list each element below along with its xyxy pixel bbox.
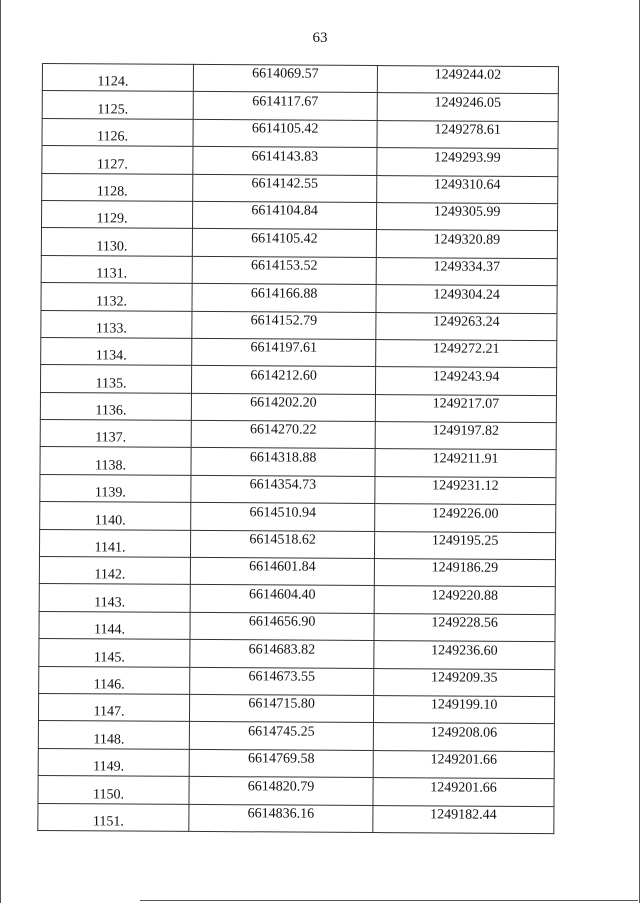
point-number-cell — [39, 639, 190, 667]
point-number-text: 1129. — [96, 211, 128, 227]
point-number-text: 1137. — [95, 430, 127, 446]
y-coordinate-cell — [374, 641, 555, 669]
x-coordinate-cell — [190, 640, 374, 669]
x-coordinate-cell — [191, 393, 375, 422]
point-number-cell — [42, 173, 193, 201]
x-coordinate-text: 6614318.88 — [249, 450, 317, 466]
page-number: 63 — [312, 30, 328, 46]
point-number-cell — [41, 228, 192, 256]
point-number-text: 1142. — [94, 567, 126, 583]
x-coordinate-text: 6614104.84 — [251, 203, 318, 220]
y-coordinate-cell — [377, 120, 558, 148]
x-coordinate-cell — [190, 557, 374, 586]
y-coordinate-cell — [375, 367, 556, 395]
y-coordinate-text: 1249278.61 — [434, 122, 501, 138]
y-coordinate-cell — [374, 613, 555, 641]
point-number-text: 1143. — [94, 595, 126, 611]
table-row — [38, 721, 554, 752]
y-coordinate-cell — [376, 203, 557, 231]
x-coordinate-cell — [193, 64, 377, 93]
point-number-text: 1136. — [95, 403, 127, 419]
y-coordinate-cell — [374, 586, 555, 614]
y-coordinate-text: 1249246.05 — [434, 95, 502, 111]
y-coordinate-text: 1249197.82 — [432, 423, 500, 440]
y-coordinate-cell — [373, 723, 554, 751]
table-row — [38, 776, 554, 807]
point-number-text: 1140. — [94, 512, 126, 529]
x-coordinate-text: 6614270.22 — [249, 422, 317, 439]
table-row — [39, 639, 555, 670]
x-coordinate-cell — [191, 448, 375, 477]
x-coordinate-cell — [191, 366, 375, 395]
point-number-cell — [41, 283, 192, 311]
y-coordinate-text: 1249220.88 — [431, 588, 499, 604]
x-coordinate-text: 6614656.90 — [248, 614, 316, 630]
x-coordinate-cell — [190, 585, 374, 614]
bottom-rule — [140, 900, 638, 901]
point-number-cell — [42, 118, 193, 146]
x-coordinate-cell — [193, 119, 377, 148]
x-coordinate-text: 6614836.16 — [247, 806, 315, 822]
x-coordinate-cell — [192, 311, 376, 340]
x-coordinate-text: 6614117.67 — [252, 94, 319, 110]
table-row — [41, 283, 557, 314]
table-row — [42, 91, 558, 122]
x-coordinate-text: 6614069.57 — [252, 66, 319, 83]
x-coordinate-text: 6614683.82 — [248, 641, 316, 658]
table-row — [40, 420, 556, 451]
point-number-text: 1148. — [93, 732, 125, 748]
point-number-cell — [42, 146, 193, 174]
x-coordinate-text: 6614745.25 — [248, 724, 315, 740]
table-row — [42, 146, 558, 177]
point-number-cell — [39, 557, 190, 585]
y-coordinate-cell — [374, 531, 555, 559]
x-coordinate-text: 6614354.73 — [249, 477, 317, 493]
x-coordinate-cell — [189, 749, 373, 778]
y-coordinate-text: 1249304.24 — [433, 286, 500, 303]
y-coordinate-text: 1249236.60 — [431, 642, 498, 659]
x-coordinate-text: 6614166.88 — [250, 285, 318, 302]
point-number-cell — [42, 64, 193, 92]
table-row — [41, 337, 557, 368]
table-row — [40, 447, 556, 478]
point-number-cell — [39, 666, 190, 694]
y-coordinate-text: 1249182.44 — [430, 807, 497, 823]
y-coordinate-cell — [377, 66, 558, 94]
y-coordinate-text: 1249201.66 — [430, 779, 497, 796]
x-coordinate-cell — [189, 694, 373, 723]
x-coordinate-text: 6614202.20 — [250, 395, 317, 411]
table-row — [41, 200, 557, 231]
point-number-cell — [38, 693, 189, 721]
x-coordinate-text: 6614715.80 — [248, 696, 315, 713]
table-row — [40, 502, 556, 533]
y-coordinate-text: 1249310.64 — [433, 177, 501, 193]
y-coordinate-cell — [376, 230, 557, 258]
point-number-text: 1135. — [95, 376, 127, 392]
y-coordinate-cell — [374, 559, 555, 587]
x-coordinate-text: 6614820.79 — [247, 778, 315, 795]
table-row — [39, 584, 555, 615]
x-coordinate-cell — [190, 667, 374, 696]
point-number-cell — [40, 365, 191, 393]
table-row — [40, 392, 556, 423]
table-row — [39, 529, 555, 560]
point-number-text: 1130. — [96, 239, 128, 255]
y-coordinate-text: 1249293.99 — [434, 149, 501, 166]
y-coordinate-cell — [377, 175, 558, 203]
x-coordinate-text: 6614518.62 — [249, 532, 316, 548]
y-coordinate-text: 1249226.00 — [431, 506, 499, 522]
y-coordinate-cell — [373, 750, 554, 778]
point-number-cell — [41, 337, 192, 365]
x-coordinate-text: 6614212.60 — [250, 367, 317, 384]
coordinates-table — [37, 63, 559, 834]
table-row — [38, 748, 554, 779]
y-coordinate-cell — [377, 148, 558, 176]
point-number-text: 1139. — [94, 485, 126, 501]
y-coordinate-cell — [376, 285, 557, 313]
x-coordinate-text: 6614143.83 — [251, 148, 319, 165]
point-number-text: 1151. — [92, 814, 124, 830]
point-number-cell — [41, 310, 192, 338]
y-coordinate-text: 1249199.10 — [430, 697, 498, 714]
table-row — [39, 611, 555, 642]
point-number-text: 1128. — [96, 184, 128, 200]
y-coordinate-text: 1249243.94 — [432, 369, 500, 385]
point-number-text: 1133. — [95, 321, 127, 337]
point-number-cell — [42, 91, 193, 119]
x-coordinate-text: 6614601.84 — [249, 559, 316, 576]
point-number-text: 1132. — [95, 293, 128, 310]
y-coordinate-cell — [373, 696, 554, 724]
x-coordinate-cell — [192, 338, 376, 367]
point-number-cell — [39, 611, 190, 639]
point-number-cell — [40, 392, 191, 420]
y-coordinate-cell — [373, 778, 554, 806]
point-number-text: 1141. — [94, 540, 126, 556]
y-coordinate-cell — [376, 257, 557, 285]
point-number-cell — [40, 420, 191, 448]
x-coordinate-text: 6614153.52 — [250, 258, 318, 274]
x-coordinate-text: 6614604.40 — [248, 587, 316, 603]
table-row — [41, 228, 557, 259]
y-coordinate-cell — [375, 394, 556, 422]
x-coordinate-cell — [193, 92, 377, 121]
x-coordinate-cell — [192, 201, 376, 230]
point-number-cell — [40, 502, 191, 530]
x-coordinate-cell — [191, 420, 375, 449]
point-number-text: 1134. — [95, 348, 127, 364]
y-coordinate-text: 1249208.06 — [430, 725, 498, 741]
table-row — [42, 64, 558, 95]
x-coordinate-text: 6614197.61 — [250, 340, 318, 356]
y-coordinate-cell — [375, 422, 556, 450]
y-coordinate-cell — [375, 504, 556, 532]
x-coordinate-cell — [189, 777, 373, 806]
point-number-text: 1144. — [93, 622, 126, 638]
point-number-cell — [39, 529, 190, 557]
point-number-text: 1131. — [96, 266, 128, 282]
table-row — [38, 803, 554, 834]
x-coordinate-cell — [189, 804, 373, 833]
x-coordinate-text: 6614673.55 — [248, 669, 316, 685]
point-number-text: 1149. — [93, 759, 125, 775]
y-coordinate-text: 1249217.07 — [432, 396, 500, 412]
x-coordinate-cell — [190, 612, 374, 641]
point-number-text: 1147. — [93, 704, 125, 720]
y-coordinate-cell — [376, 312, 557, 340]
coordinates-table-body — [38, 64, 559, 834]
x-coordinate-cell — [192, 256, 376, 285]
table-row — [38, 693, 554, 724]
x-coordinate-cell — [189, 722, 373, 751]
x-coordinate-text: 6614105.42 — [251, 121, 319, 137]
x-coordinate-cell — [192, 229, 376, 258]
point-number-cell — [38, 776, 189, 804]
point-number-text: 1150. — [92, 786, 125, 803]
x-coordinate-text: 6614510.94 — [249, 504, 317, 521]
table-row — [39, 666, 555, 697]
y-coordinate-text: 1249195.25 — [431, 533, 499, 549]
x-coordinate-text: 6614105.42 — [251, 231, 318, 247]
y-coordinate-cell — [374, 668, 555, 696]
y-coordinate-text: 1249272.21 — [432, 341, 500, 358]
x-coordinate-cell — [193, 174, 377, 203]
y-coordinate-text: 1249201.66 — [430, 752, 498, 768]
point-number-text: 1127. — [96, 156, 128, 173]
y-coordinate-text: 1249305.99 — [433, 204, 501, 221]
x-coordinate-text: 6614769.58 — [247, 751, 315, 767]
y-coordinate-text: 1249263.24 — [433, 314, 500, 330]
point-number-cell — [41, 200, 192, 228]
x-coordinate-cell — [191, 475, 375, 504]
table-row — [40, 474, 556, 505]
table-row — [39, 557, 555, 588]
point-number-text: 1124. — [97, 74, 129, 90]
point-number-cell — [41, 255, 192, 283]
table-row — [41, 255, 557, 286]
y-coordinate-text: 1249211.91 — [432, 451, 499, 467]
y-coordinate-text: 1249228.56 — [431, 615, 498, 631]
table-row — [42, 173, 558, 204]
point-number-text: 1138. — [94, 458, 127, 474]
y-coordinate-text: 1249334.37 — [433, 259, 501, 275]
x-coordinate-cell — [191, 503, 375, 532]
point-number-cell — [38, 721, 189, 749]
point-number-cell — [40, 474, 191, 502]
y-coordinate-text: 1249244.02 — [434, 67, 502, 84]
y-coordinate-text: 1249186.29 — [431, 560, 499, 577]
x-coordinate-cell — [193, 147, 377, 176]
point-number-text: 1145. — [93, 649, 125, 666]
y-coordinate-cell — [377, 93, 558, 121]
point-number-text: 1125. — [97, 102, 129, 118]
y-coordinate-cell — [376, 339, 557, 367]
x-coordinate-text: 6614142.55 — [251, 176, 319, 192]
x-coordinate-cell — [190, 530, 374, 559]
point-number-cell — [38, 748, 189, 776]
x-coordinate-text: 6614152.79 — [250, 313, 318, 329]
table-row — [41, 310, 557, 341]
table-row — [40, 365, 556, 396]
table-row — [42, 118, 558, 149]
y-coordinate-cell — [373, 805, 554, 833]
point-number-text: 1146. — [93, 677, 125, 693]
point-number-text: 1126. — [97, 129, 129, 145]
point-number-cell — [38, 803, 189, 831]
y-coordinate-text: 1249231.12 — [432, 478, 499, 495]
y-coordinate-cell — [375, 449, 556, 477]
point-number-cell — [40, 447, 191, 475]
y-coordinate-text: 1249320.89 — [433, 232, 501, 248]
y-coordinate-text: 1249209.35 — [430, 670, 498, 686]
point-number-cell — [39, 584, 190, 612]
x-coordinate-cell — [192, 284, 376, 313]
y-coordinate-cell — [375, 476, 556, 504]
